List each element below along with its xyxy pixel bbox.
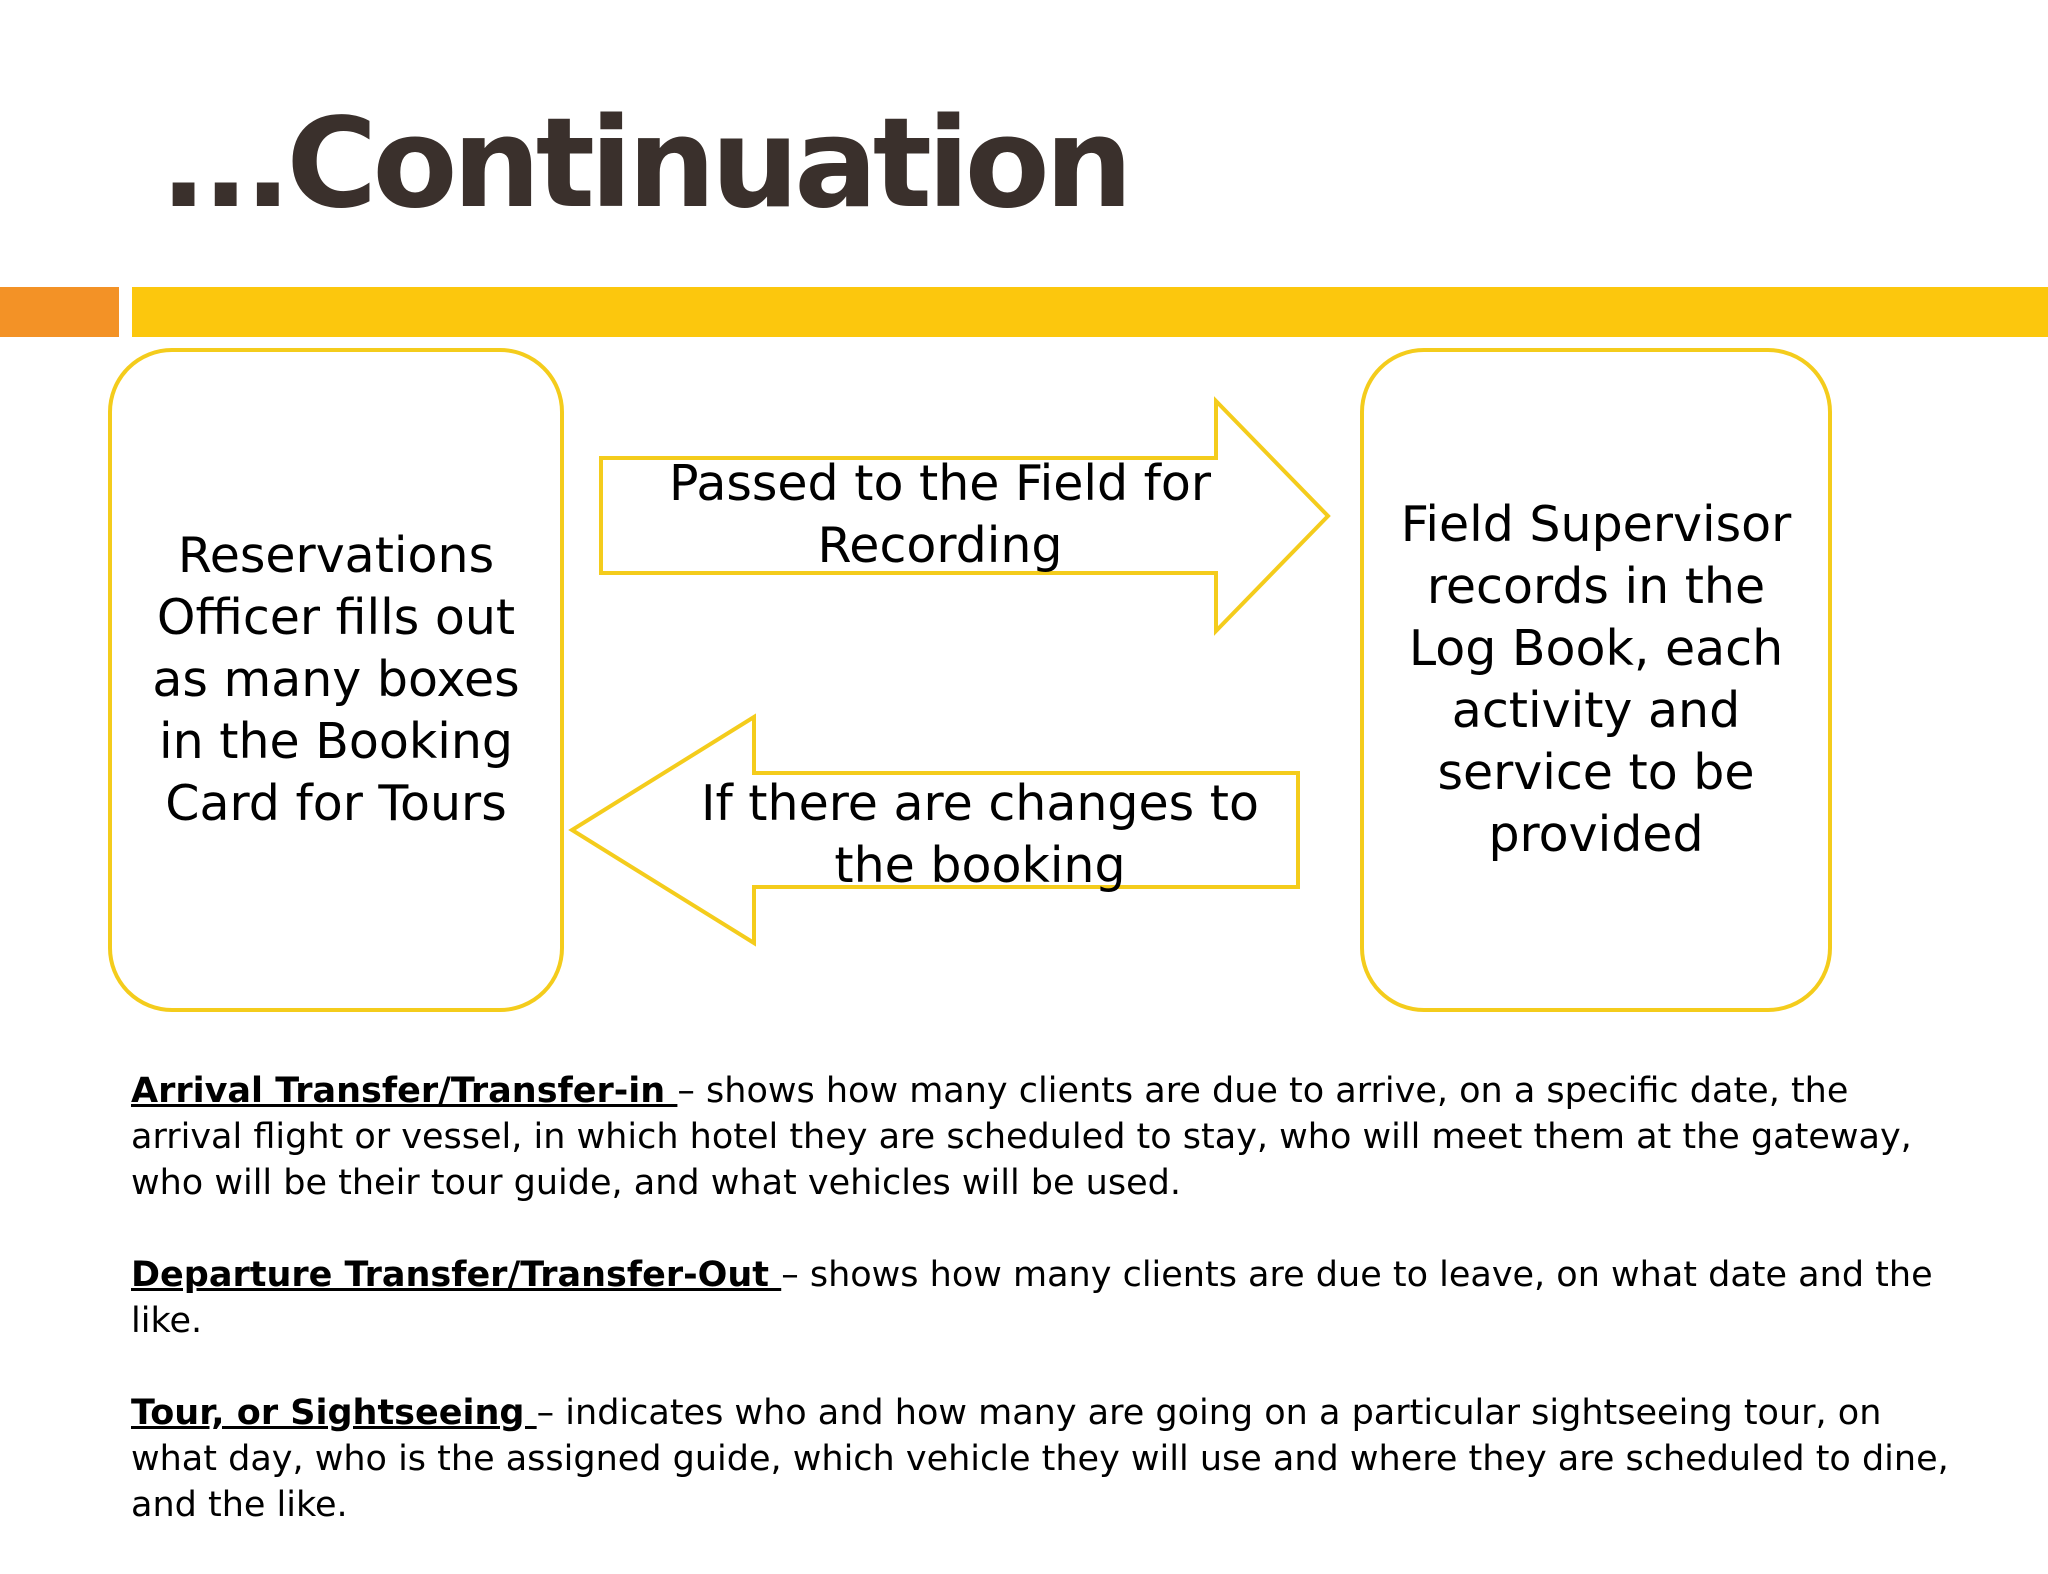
- definition-text: – indicates who and how many are going on a particular sightseeing tour, on what day, who is the assigned guide, which vehicle they will use and where they are scheduled to dine, and the like.: [131, 1393, 1949, 1525]
- definition-term: Tour, or Sightseeing: [131, 1393, 537, 1433]
- definition-text: – shows how many clients are due to leave, on what date and the like.: [131, 1255, 1933, 1341]
- reservations-officer-label: Reservations Officer fills out as many boxes in the Booking Card for Tours: [152, 527, 520, 832]
- arrow-left-label: If there are changes to the booking: [701, 775, 1259, 894]
- definitions-section: [131, 1068, 1951, 1574]
- arrow-right-label: Passed to the Field for Recording: [668, 455, 1212, 574]
- slide-title: ...Continuation: [160, 92, 1129, 236]
- definition-tour-sightseeing: [131, 1390, 1951, 1528]
- definition-term: Arrival Transfer/Transfer-in: [131, 1071, 678, 1111]
- definition-text: – shows how many clients are due to arrive, on a specific date, the arrival flight or vessel, in which hotel they are scheduled to stay, who will meet them at the gateway, who will be their tour guide, and what vehicles will be used.: [131, 1071, 1912, 1203]
- definition-term: Departure Transfer/Transfer-Out: [131, 1255, 782, 1295]
- field-supervisor-label: Field Supervisor records in the Log Book, each activity and service to be provided: [1400, 496, 1792, 863]
- definition-arrival-transfer: [131, 1068, 1951, 1206]
- definition-departure-transfer: [131, 1252, 1951, 1344]
